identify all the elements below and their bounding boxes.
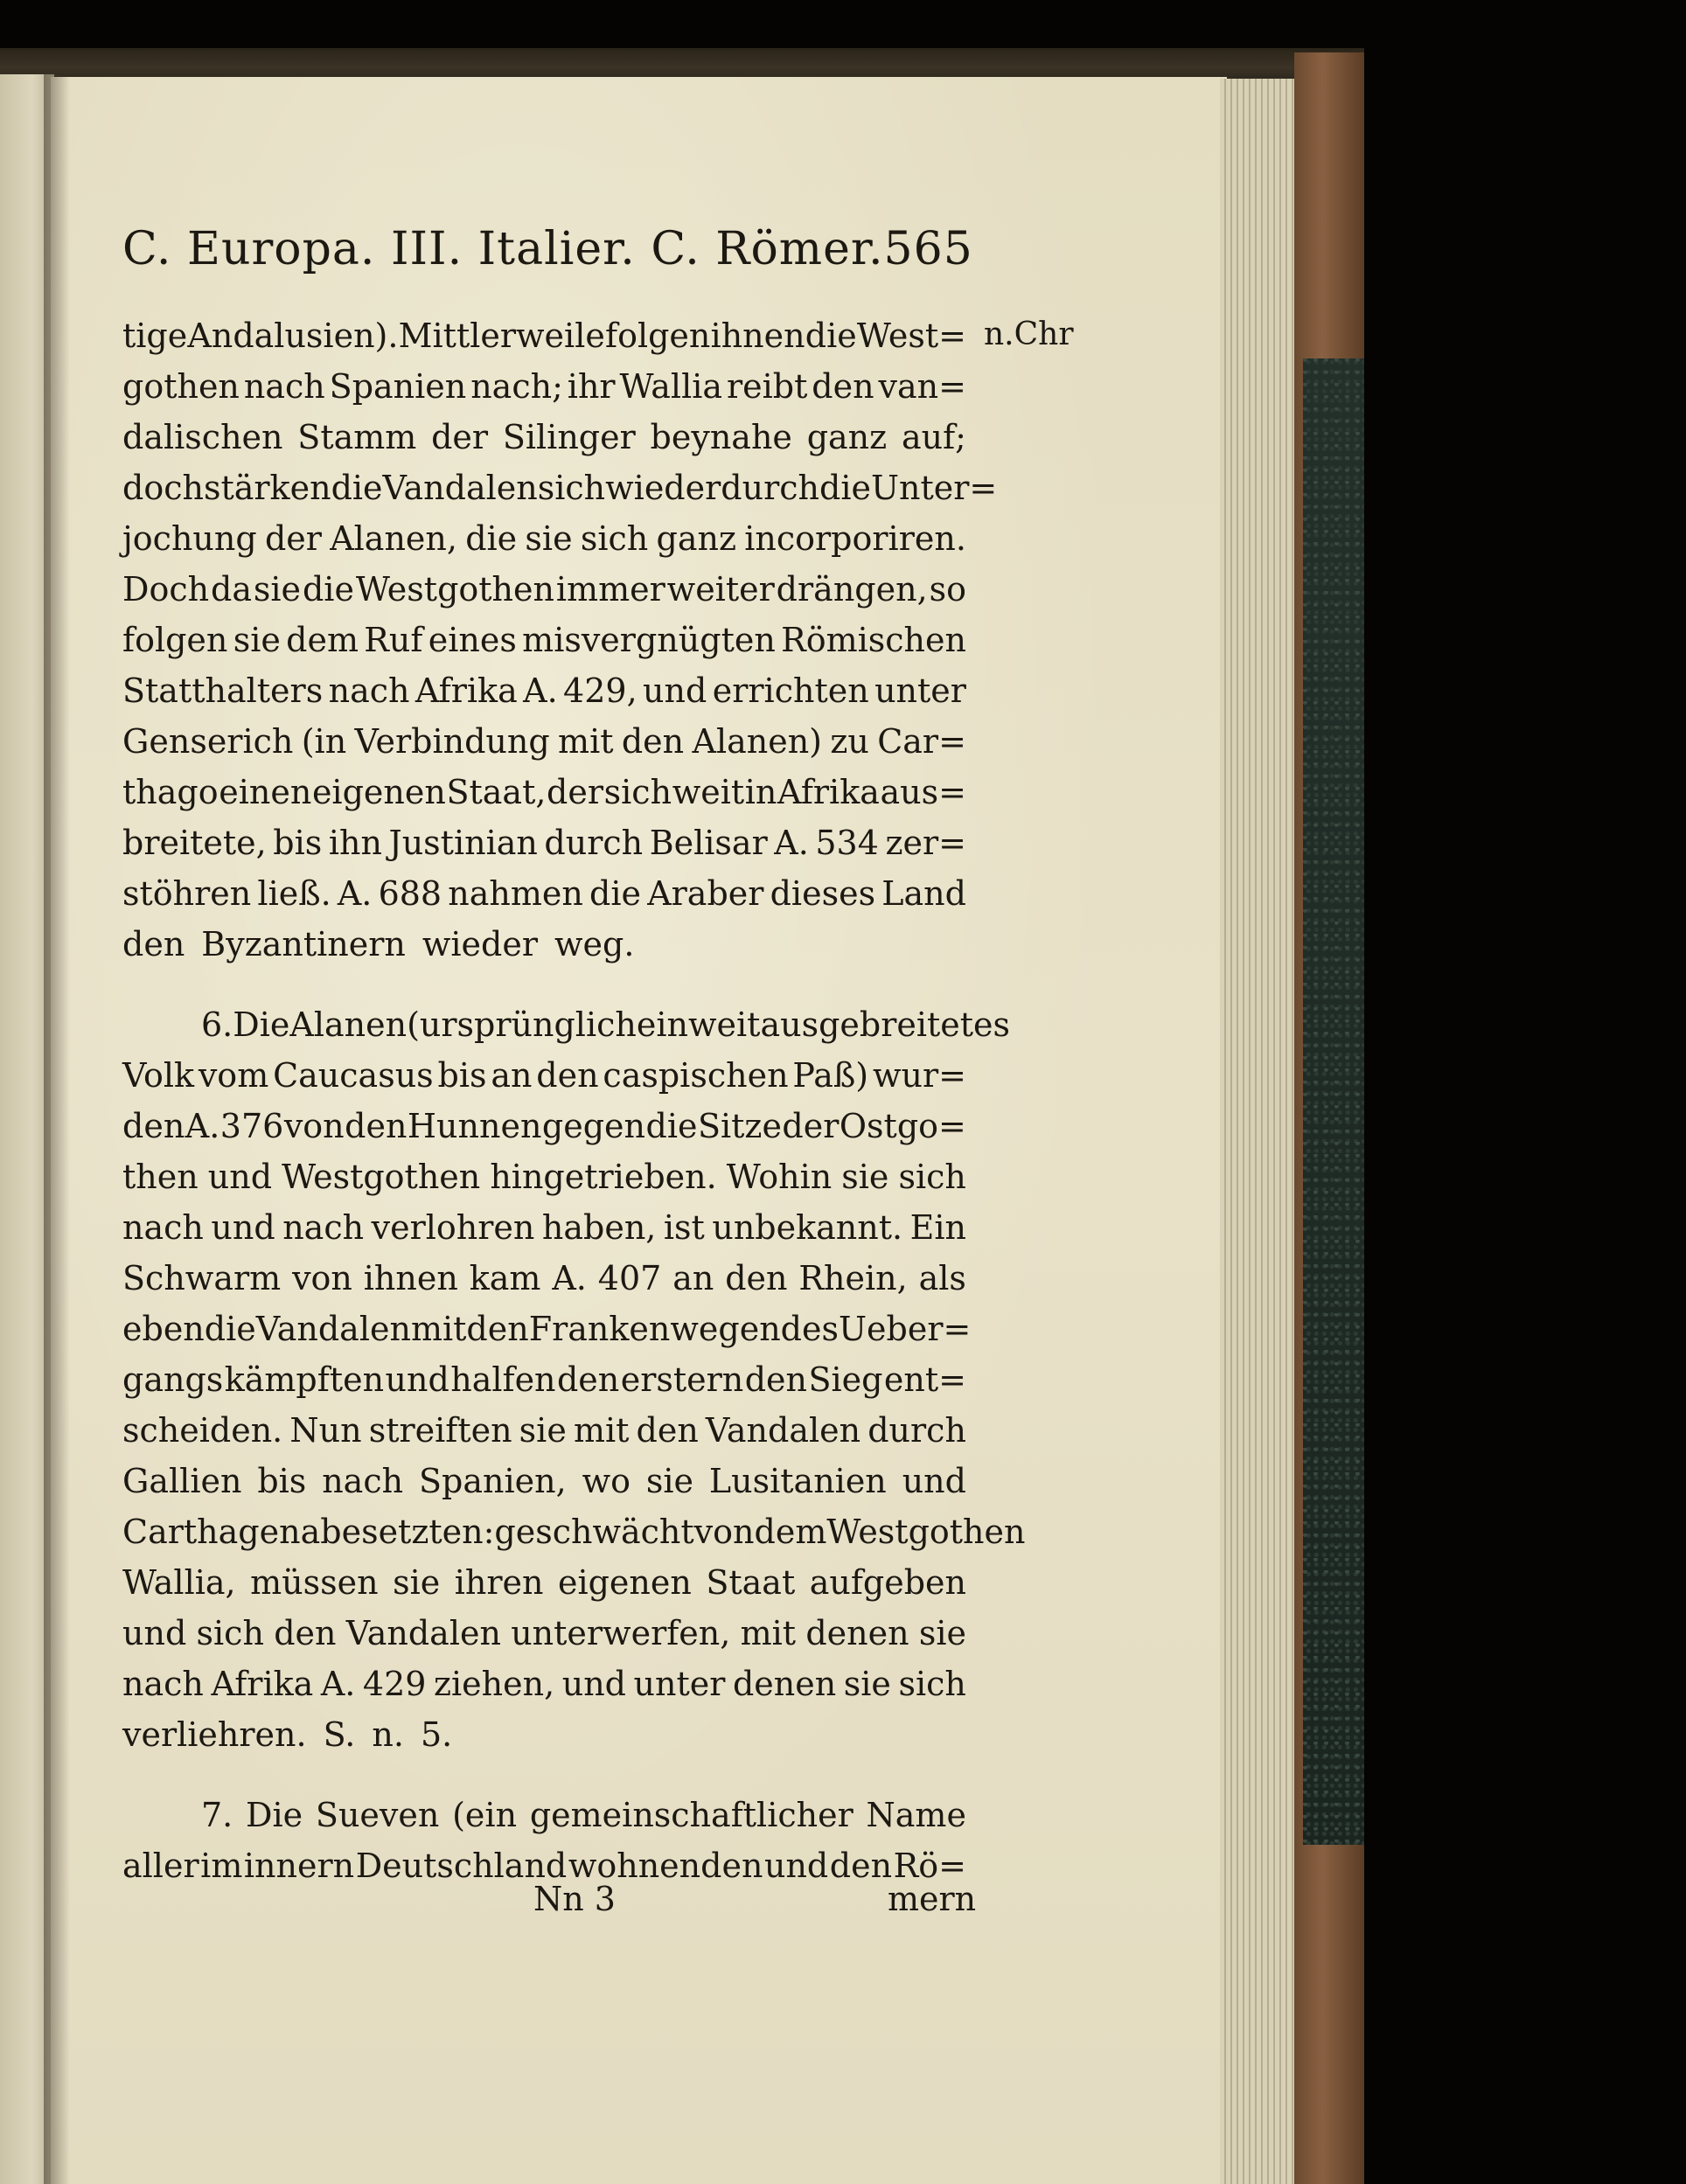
text-line: Doch da sie die Westgothen immer weiter drängen, so [122,570,966,609]
text-line: nach und nach verlohren haben, ist unbekannt. Ein [122,1208,966,1247]
text-line: jochung der Alanen, die sie sich ganz incorporiren. [122,519,966,558]
catchword: mern [888,1880,977,1918]
text-line: Carthagena besetzten: geschwächt von dem Westgothen [122,1513,1026,1551]
text-line: tige Andalusien). Mittlerweile folgen ihnen die West= [122,316,966,355]
page-number: 565 [883,223,973,275]
text-line: nach Afrika A. 429 ziehen, und unter denen sie sich [122,1665,966,1703]
text-line: Wallia, müssen sie ihren eigenen Staat aufgeben [122,1563,966,1602]
text-line: folgen sie dem Ruf eines misvergnügten Römischen [122,621,966,659]
text-line: stöhren ließ. A. 688 nahmen die Araber dieses Land [122,874,966,913]
text-line: scheiden. Nun streiften sie mit den Vandalen durch [122,1411,966,1450]
gutter-shadow [44,74,70,2184]
page-edges [1220,79,1299,2184]
text-line: 7. Die Sueven (ein gemeinschaftlicher Name [201,1796,966,1834]
text-line: doch stärken die Vandalen sich wieder durch die Unter= [122,469,998,507]
text-line: dalischen Stamm der Silinger beynahe ganz auf; [122,418,966,456]
signature-mark: Nn 3 [533,1880,616,1918]
text-line: den A. 376 von den Hunnen gegen die Sitze der Ostgo= [122,1107,966,1145]
text-line: then und Westgothen hingetrieben. Wohin sie sich [122,1158,966,1196]
running-header [122,223,973,275]
text-line: Genserich (in Verbindung mit den Alanen) zu Car= [122,722,966,761]
text-line: Volk vom Caucasus bis an den caspischen Paß) wur= [122,1056,966,1095]
text-line: 6. Die Alanen (ursprünglich ein weit ausgebreitetes [201,1005,1011,1044]
margin-note: n.Chr [984,316,1074,352]
text-line: gothen nach Spanien nach; ihr Wallia reibt den van= [122,367,966,406]
text-line: Statthalters nach Afrika A. 429, und errichten unter [122,671,966,710]
text-line: eben die Vandalen mit den Franken wegen des Ueber= [122,1310,972,1348]
running-title: C. Europa. III. Italier. C. Römer. [122,223,884,275]
text-line: gangs kämpften und halfen den erstern den Sieg ent= [122,1360,966,1399]
text-line: den Byzantinern wieder weg. [122,925,635,963]
text-line: breitete, bis ihn Justinian durch Belisar A. 534 zer= [122,824,966,862]
marbled-cover [1303,358,1364,1845]
text-line: und sich den Vandalen unterwerfen, mit denen sie [122,1614,966,1652]
text-line: Schwarm von ihnen kam A. 407 an den Rhein, als [122,1259,966,1297]
text-line: thago einen eigenen Staat, der sich weit in Afrika aus= [122,773,966,811]
text-line: aller im innern Deutschland wohnenden und den Rö= [122,1847,966,1885]
text-line: verliehren. S. n. 5. [122,1715,453,1754]
text-line: Gallien bis nach Spanien, wo sie Lusitanien und [122,1462,966,1500]
